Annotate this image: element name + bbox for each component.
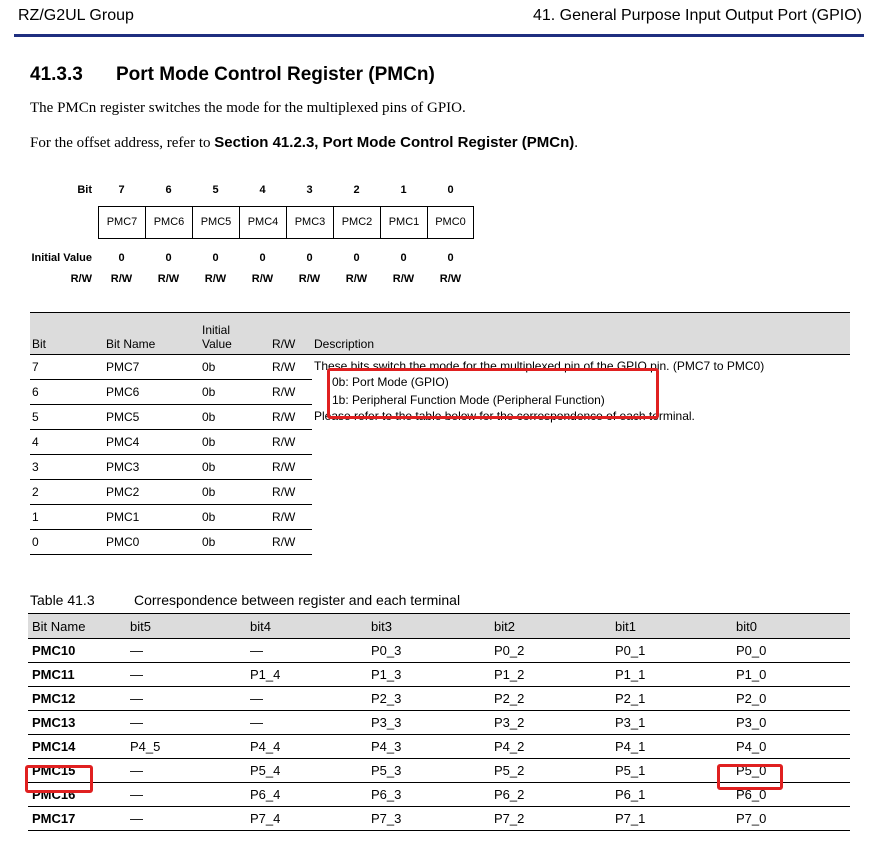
table-row bbox=[28, 735, 850, 759]
terminal-cell: P2_0 bbox=[732, 687, 850, 711]
table-caption-number: Table 41.3 bbox=[30, 592, 95, 608]
terminal-cell: P4_5 bbox=[126, 735, 246, 759]
rw-label: R/W bbox=[70, 273, 92, 285]
offset-prefix: For the offset address, refer to bbox=[30, 135, 215, 151]
bit-name-cell: PMC5 bbox=[104, 405, 200, 430]
register-field: PMC5 bbox=[192, 206, 239, 239]
initial-value: 0 bbox=[306, 252, 313, 264]
initial-value-label: Initial Value bbox=[31, 252, 92, 264]
rw-cell: R/W bbox=[270, 355, 312, 380]
table-row bbox=[28, 711, 850, 735]
correspondence-table bbox=[28, 613, 850, 831]
header-description: Description bbox=[312, 313, 850, 355]
register-field: PMC2 bbox=[333, 206, 380, 239]
offset-paragraph bbox=[30, 134, 578, 152]
bit-name-cell: PMC0 bbox=[104, 530, 200, 555]
register-field: PMC0 bbox=[427, 206, 474, 239]
table-header-row bbox=[30, 313, 850, 355]
table-caption bbox=[30, 592, 460, 608]
section-title: Port Mode Control Register (PMCn) bbox=[116, 64, 435, 85]
description-note: Please refer to the table below for the correspondence of each terminal. bbox=[314, 409, 695, 423]
bit-name-cell: PMC16 bbox=[28, 783, 126, 807]
bit-description-table bbox=[30, 312, 850, 555]
terminal-cell: — bbox=[246, 687, 367, 711]
register-field: PMC6 bbox=[145, 206, 192, 239]
terminal-cell: P2_1 bbox=[611, 687, 732, 711]
rw-value: R/W bbox=[392, 273, 415, 285]
bit-cell: 2 bbox=[30, 480, 104, 505]
terminal-cell: P2_2 bbox=[490, 687, 611, 711]
terminal-cell: P7_0 bbox=[732, 807, 850, 831]
register-field: PMC4 bbox=[239, 206, 286, 239]
rw-cell: R/W bbox=[270, 455, 312, 480]
terminal-cell: P3_2 bbox=[490, 711, 611, 735]
bit-cell: 0 bbox=[30, 530, 104, 555]
terminal-cell: P7_4 bbox=[246, 807, 367, 831]
bit-number: 4 bbox=[259, 184, 266, 196]
bit-name-cell: PMC10 bbox=[28, 639, 126, 663]
header-cell: Bit Name bbox=[28, 614, 126, 639]
rw-value: R/W bbox=[157, 273, 180, 285]
terminal-cell: — bbox=[126, 783, 246, 807]
bit-name-cell: PMC15 bbox=[28, 759, 126, 783]
rw-cell: R/W bbox=[270, 480, 312, 505]
header-cell: bit4 bbox=[246, 614, 367, 639]
rw-cell: R/W bbox=[270, 530, 312, 555]
bit-name-cell: PMC11 bbox=[28, 663, 126, 687]
terminal-cell: P6_0 bbox=[732, 783, 850, 807]
terminal-cell: P5_2 bbox=[490, 759, 611, 783]
rw-value: R/W bbox=[345, 273, 368, 285]
terminal-cell: P7_2 bbox=[490, 807, 611, 831]
bit-number: 1 bbox=[400, 184, 407, 196]
table-row bbox=[28, 759, 850, 783]
terminal-cell: P4_0 bbox=[732, 735, 850, 759]
terminal-cell: P5_1 bbox=[611, 759, 732, 783]
bit-cell: 7 bbox=[30, 355, 104, 380]
terminal-cell: P1_1 bbox=[611, 663, 732, 687]
table-row bbox=[28, 639, 850, 663]
terminal-cell: P1_0 bbox=[732, 663, 850, 687]
description-option-1: 1b: Peripheral Function Mode (Peripheral Function) bbox=[332, 393, 605, 407]
terminal-cell: — bbox=[126, 807, 246, 831]
bit-label: Bit bbox=[77, 184, 92, 196]
bit-name-cell: PMC2 bbox=[104, 480, 200, 505]
bit-number: 6 bbox=[165, 184, 172, 196]
terminal-cell: P3_0 bbox=[732, 711, 850, 735]
terminal-cell: — bbox=[126, 687, 246, 711]
header-cell: bit5 bbox=[126, 614, 246, 639]
header-chapter-title: 41. General Purpose Input Output Port (GPIO) bbox=[532, 7, 862, 24]
terminal-cell: P1_3 bbox=[367, 663, 490, 687]
rw-value: R/W bbox=[439, 273, 462, 285]
initial-value: 0 bbox=[165, 252, 172, 264]
terminal-cell: P0_0 bbox=[732, 639, 850, 663]
terminal-cell: P0_3 bbox=[367, 639, 490, 663]
terminal-cell: — bbox=[126, 639, 246, 663]
terminal-cell: P1_2 bbox=[490, 663, 611, 687]
initial-value: 0 bbox=[400, 252, 407, 264]
section-heading bbox=[30, 64, 435, 86]
terminal-cell: P4_3 bbox=[367, 735, 490, 759]
initial-cell: 0b bbox=[200, 430, 270, 455]
bit-number: 3 bbox=[306, 184, 313, 196]
offset-suffix: . bbox=[574, 135, 579, 151]
table-row bbox=[30, 355, 850, 380]
bit-number: 5 bbox=[212, 184, 219, 196]
register-field: PMC1 bbox=[380, 206, 427, 239]
initial-cell: 0b bbox=[200, 405, 270, 430]
rw-cell: R/W bbox=[270, 380, 312, 405]
terminal-cell: P0_1 bbox=[611, 639, 732, 663]
initial-value: 0 bbox=[259, 252, 266, 264]
terminal-cell: — bbox=[246, 711, 367, 735]
terminal-cell: P5_0 bbox=[732, 759, 850, 783]
initial-value: 0 bbox=[212, 252, 219, 264]
terminal-cell: P7_1 bbox=[611, 807, 732, 831]
rw-value: R/W bbox=[298, 273, 321, 285]
initial-value: 0 bbox=[353, 252, 360, 264]
bit-cell: 4 bbox=[30, 430, 104, 455]
rw-cell: R/W bbox=[270, 430, 312, 455]
terminal-cell: P6_3 bbox=[367, 783, 490, 807]
initial-cell: 0b bbox=[200, 355, 270, 380]
bit-number: 0 bbox=[447, 184, 454, 196]
terminal-cell: P3_1 bbox=[611, 711, 732, 735]
terminal-cell: — bbox=[126, 663, 246, 687]
description-cell bbox=[312, 355, 850, 555]
table-row bbox=[28, 687, 850, 711]
intro-paragraph: The PMCn register switches the mode for the multiplexed pins of GPIO. bbox=[30, 100, 466, 116]
initial-value: 0 bbox=[118, 252, 125, 264]
register-field: PMC3 bbox=[286, 206, 333, 239]
bit-name-cell: PMC12 bbox=[28, 687, 126, 711]
bit-name-cell: PMC3 bbox=[104, 455, 200, 480]
header-initial-value bbox=[200, 313, 270, 355]
bit-name-cell: PMC14 bbox=[28, 735, 126, 759]
bit-name-cell: PMC4 bbox=[104, 430, 200, 455]
header-group-name: RZ/G2UL Group bbox=[18, 7, 134, 24]
bit-cell: 6 bbox=[30, 380, 104, 405]
bit-name-cell: PMC6 bbox=[104, 380, 200, 405]
terminal-cell: P3_3 bbox=[367, 711, 490, 735]
bit-name-cell: PMC7 bbox=[104, 355, 200, 380]
initial-cell: 0b bbox=[200, 505, 270, 530]
terminal-cell: P6_1 bbox=[611, 783, 732, 807]
rw-value: R/W bbox=[251, 273, 274, 285]
table-row bbox=[28, 663, 850, 687]
table-row bbox=[28, 783, 850, 807]
header-bit-name: Bit Name bbox=[104, 313, 200, 355]
bit-name-cell: PMC13 bbox=[28, 711, 126, 735]
terminal-cell: P6_4 bbox=[246, 783, 367, 807]
bit-number: 7 bbox=[118, 184, 125, 196]
section-reference-link[interactable]: Section 41.2.3, Port Mode Control Register (PMCn) bbox=[214, 134, 575, 151]
header-rw: R/W bbox=[270, 313, 312, 355]
terminal-cell: P5_4 bbox=[246, 759, 367, 783]
bit-cell: 5 bbox=[30, 405, 104, 430]
header-cell: bit1 bbox=[611, 614, 732, 639]
initial-value: 0 bbox=[447, 252, 454, 264]
bit-cell: 3 bbox=[30, 455, 104, 480]
terminal-cell: — bbox=[126, 711, 246, 735]
terminal-cell: P0_2 bbox=[490, 639, 611, 663]
bit-name-cell: PMC17 bbox=[28, 807, 126, 831]
terminal-cell: P4_2 bbox=[490, 735, 611, 759]
initial-cell: 0b bbox=[200, 530, 270, 555]
terminal-cell: P4_4 bbox=[246, 735, 367, 759]
initial-cell: 0b bbox=[200, 380, 270, 405]
header-cell: bit3 bbox=[367, 614, 490, 639]
header-rule bbox=[14, 34, 864, 37]
rw-value: R/W bbox=[204, 273, 227, 285]
terminal-cell: P6_2 bbox=[490, 783, 611, 807]
table-row bbox=[28, 807, 850, 831]
description-line: These bits switch the mode for the multiplexed pin of the GPIO pin. (PMC7 to PMC0) bbox=[314, 359, 765, 373]
terminal-cell: P2_3 bbox=[367, 687, 490, 711]
header-cell: bit2 bbox=[490, 614, 611, 639]
header-bit: Bit bbox=[30, 313, 104, 355]
table-caption-text: Correspondence between register and each terminal bbox=[134, 592, 461, 608]
header-initial-line1: Initial bbox=[202, 323, 231, 337]
rw-cell: R/W bbox=[270, 405, 312, 430]
description-option-0: 0b: Port Mode (GPIO) bbox=[332, 375, 449, 389]
terminal-cell: — bbox=[246, 639, 367, 663]
terminal-cell: P4_1 bbox=[611, 735, 732, 759]
header-initial-line2: Value bbox=[202, 337, 232, 351]
initial-cell: 0b bbox=[200, 455, 270, 480]
rw-value: R/W bbox=[110, 273, 133, 285]
terminal-cell: P1_4 bbox=[246, 663, 367, 687]
terminal-cell: P5_3 bbox=[367, 759, 490, 783]
bit-name-cell: PMC1 bbox=[104, 505, 200, 530]
header-cell: bit0 bbox=[732, 614, 850, 639]
initial-cell: 0b bbox=[200, 480, 270, 505]
rw-cell: R/W bbox=[270, 505, 312, 530]
terminal-cell: — bbox=[126, 759, 246, 783]
terminal-cell: P7_3 bbox=[367, 807, 490, 831]
table-header-row bbox=[28, 614, 850, 639]
bit-number: 2 bbox=[353, 184, 360, 196]
register-field: PMC7 bbox=[98, 206, 145, 239]
bit-cell: 1 bbox=[30, 505, 104, 530]
section-number: 41.3.3 bbox=[30, 64, 83, 85]
